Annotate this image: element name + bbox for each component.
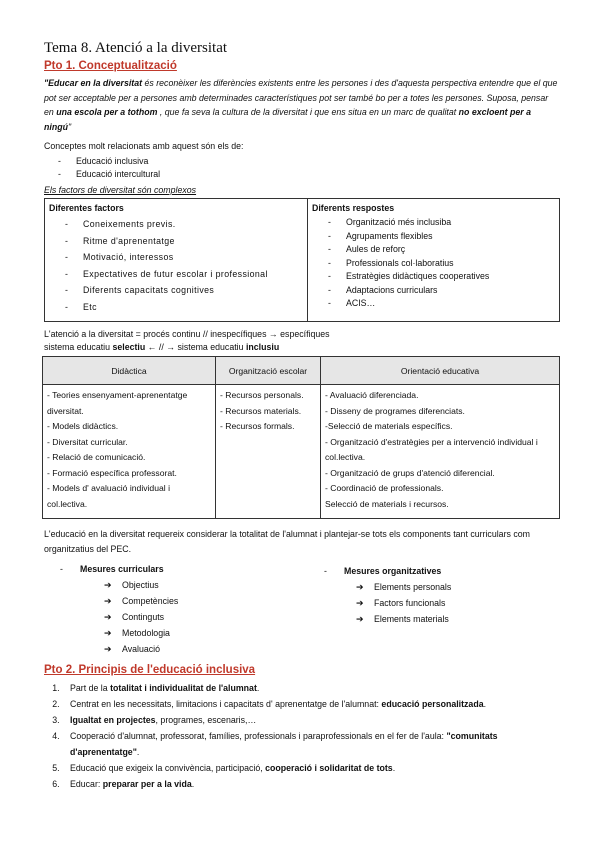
quote-bold-3: no excloent per a ningú	[44, 107, 532, 132]
quote-text-3: "	[67, 121, 72, 132]
list-item: - Adaptacions curriculars	[328, 284, 553, 298]
cell-line: - Recursos formals.	[220, 421, 295, 431]
cell-line: - Organització de grups d'atenció diferencial.	[325, 467, 495, 478]
list-item: - ACIS…	[328, 297, 553, 311]
list-item: - Professionals col·laboratius	[328, 257, 553, 271]
quote-bold-2: una escola per a tothom	[56, 107, 158, 117]
table-header-didactica: Didàctica	[43, 357, 216, 385]
section-heading-2: Pto 2. Principis de l'educació inclusiva	[44, 664, 256, 676]
organizational-list	[316, 580, 560, 628]
cell-line: - Disseny de programes diferenciats.	[325, 405, 465, 416]
cell-line: -Selecció de materials específics.	[325, 421, 453, 431]
organizational-heading: - Mesures organitzatives	[324, 566, 442, 576]
system-text-2: ← // → sistema educatiu	[145, 342, 246, 352]
curricular-list	[44, 578, 316, 658]
table-cell-orientacio	[321, 385, 560, 519]
list-item: ➔ Competències	[104, 594, 316, 610]
factors-heading: Diferentes factors	[49, 203, 124, 213]
continuum-line: L'atenció a la diversitat = procés continu // inespecífiques → específiques	[44, 329, 330, 339]
quote-bold-1: "Educar en la diversitat	[44, 78, 143, 88]
responses-list	[312, 216, 553, 311]
responses-heading: Diferents respostes	[312, 203, 395, 213]
list-item: ➔ Metodologia	[104, 626, 316, 642]
list-item: 2. Centrat en les necessitats, limitacions i capacitats d' aprenentatge de l'alumnat: educació personalitzada.	[62, 696, 560, 712]
cell-line: - Formació específica professorat.	[47, 467, 177, 478]
list-item: ➔ Objectius	[104, 578, 316, 594]
cell-line: - Coordinació de professionals.	[325, 483, 444, 493]
table-header-orientacio: Orientació educativa	[321, 357, 560, 385]
curricular-heading: - Mesures curriculars	[60, 564, 164, 574]
table-cell-didactica	[43, 385, 216, 519]
list-item: ➔ Elements personals	[356, 580, 560, 596]
cell-line: - Relació de comunicació.	[47, 452, 146, 462]
quote-text-1: és reconèixer les diferències existents entre les persones i des d'aquesta perspectiva entendre que el que pot ser acceptable per a persones amb determinades característiques pot ser també bo per a totes les persones. Suposa, pensar en	[44, 78, 558, 117]
list-item: - Diferents capacitats cognitives	[65, 282, 301, 299]
system-bold-1: selectiu	[112, 342, 146, 352]
cell-line: - Avaluació diferenciada.	[325, 390, 419, 400]
table-cell-organitzacio	[216, 385, 321, 519]
cell-line: - Organització d'estratègies per a intervenció individual i col.lectiva.	[325, 436, 538, 462]
list-item: - Aules de reforç	[328, 243, 553, 257]
table-header-organitzacio: Organització escolar	[216, 357, 321, 385]
factors-column	[45, 199, 308, 321]
factors-caption: Els factors de diversitat són complexos	[44, 185, 197, 195]
concepts-intro: Conceptes molt relacionats amb aquest són els de:	[44, 141, 244, 151]
curricular-measures	[44, 563, 316, 658]
cell-line: - Diversitat curricular.	[47, 436, 128, 447]
system-line	[44, 341, 560, 354]
cell-line: - Teories ensenyament-aprenentatge diversitat.	[47, 390, 188, 416]
list-item: ➔ Elements materials	[356, 612, 560, 628]
factors-list	[49, 216, 301, 315]
list-item: 5. Educació que exigeix la convivència, participació, cooperació i solidaritat de tots.	[62, 760, 560, 776]
cell-line: - Recursos materials.	[220, 405, 302, 416]
factors-responses-box	[44, 198, 560, 322]
list-item: 4. Cooperació d'alumnat, professorat, famílies, professionals i paraprofessionals en el fer de l'aula: "comunitats d'aprenentatge".	[62, 728, 560, 760]
definition-quote	[44, 76, 560, 134]
list-item: - Organització més inclusiba	[328, 216, 553, 230]
list-item: - Motivació, interessos	[65, 249, 301, 266]
list-item: - Coneixements previs.	[65, 216, 301, 233]
curricular-heading-text: Mesures curriculars	[80, 564, 164, 574]
section-heading-1: Pto 1. Conceptualització	[44, 60, 177, 72]
list-item: ➔ Factors funcionals	[356, 596, 560, 612]
list-item: - Estratègies didàctiques cooperatives	[328, 270, 553, 284]
list-item: 6. Educar: preparar per a la vida.	[62, 776, 560, 792]
cell-line: - Recursos personals.	[220, 390, 304, 400]
measures-columns	[44, 563, 560, 658]
system-text-1: sistema educatiu	[44, 342, 113, 352]
list-item: - Educació intercultural	[58, 168, 560, 181]
principles-list	[44, 680, 560, 792]
document-title: Tema 8. Atenció a la diversitat	[44, 40, 228, 56]
system-bold-2: inclusiu	[245, 342, 280, 352]
list-item: - Agrupaments flexibles	[328, 230, 553, 244]
list-item: ➔ Continguts	[104, 610, 316, 626]
cell-line: - Models didàctics.	[47, 421, 119, 431]
organizational-heading-text: Mesures organitzatives	[344, 566, 442, 576]
cell-line: - Models d' avaluació individual i col.lectiva.	[47, 483, 170, 509]
list-item: - Expectatives de futur escolar i professional	[65, 266, 301, 283]
list-item: - Educació inclusiva	[58, 155, 560, 168]
list-item: - Ritme d'aprenentatge	[65, 233, 301, 250]
list-item: - Etc	[65, 299, 301, 316]
quote-text-2: , que fa seva la cultura de la diversitat i que ens situa en un marc de qualitat	[157, 107, 459, 117]
document-page	[44, 40, 560, 792]
list-item: ➔ Avaluació	[104, 642, 316, 658]
list-item: 1. Part de la totalitat i individualitat de l'alumnat.	[62, 680, 560, 696]
measures-table	[42, 356, 560, 519]
responses-column	[308, 199, 559, 321]
list-item: 3. Igualtat en projectes, programes, escenaris,…	[62, 712, 560, 728]
cell-line: Selecció de materials i recursos.	[325, 498, 449, 509]
organizational-measures	[316, 563, 560, 658]
totality-paragraph: L'educació en la diversitat requereix considerar la totalitat de l'alumnat i plantejar-se tots els components tant curriculars com organitzatius del PEC.	[44, 529, 530, 554]
concepts-list	[44, 155, 560, 181]
